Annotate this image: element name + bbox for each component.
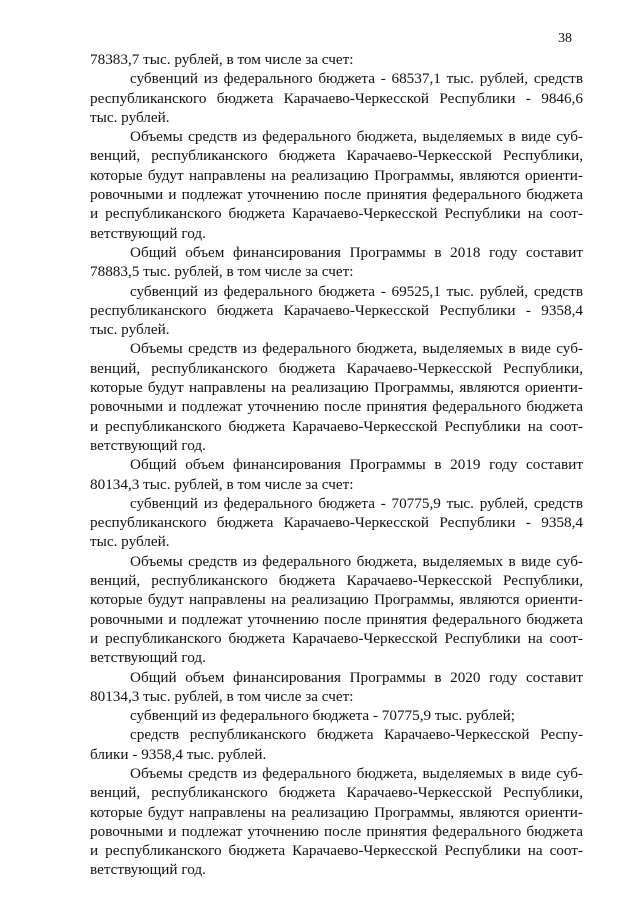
text-line: субвенций из федерального бюджета - 69525,1 тыс. рублей, средств (130, 282, 583, 300)
text-line: 80134,3 тыс. рублей, в том числе за счет: (90, 687, 354, 705)
text-line: ровочными и подлежат уточнению после принятия федерального бюджета (90, 822, 583, 840)
text-line: Общий объем финансирования Программы в 2020 году составит (130, 668, 583, 686)
text-line: венций, республиканского бюджета Карачаево-Черкесской Республики, (90, 572, 583, 590)
text-line: блики - 9358,4 тыс. рублей. (90, 745, 267, 763)
text-line: Общий объем финансирования Программы в 2019 году составит (130, 456, 583, 474)
text-line: 80134,3 тыс. рублей, в том числе за счет: (90, 475, 354, 493)
text-line: субвенций из федерального бюджета - 70775,9 тыс. рублей, средств (130, 494, 583, 512)
text-line: которые будут направлены на реализацию Программы, являются ориенти- (90, 166, 583, 184)
text-line: и республиканского бюджета Карачаево-Черкесской Республики на соот- (90, 842, 583, 860)
text-line: республиканского бюджета Карачаево-Черкесской Республики - 9846,6 (90, 89, 583, 107)
text-line: республиканского бюджета Карачаево-Черкесской Республики - 9358,4 (90, 514, 583, 532)
text-line: венций, республиканского бюджета Карачаево-Черкесской Республики, (90, 359, 583, 377)
text-line: средств республиканского бюджета Карачаево-Черкесской Респу- (130, 726, 583, 744)
document-body (90, 50, 583, 880)
text-line: которые будут направлены на реализацию Программы, являются ориенти- (90, 379, 583, 397)
text-line: субвенций из федерального бюджета - 70775,9 тыс. рублей; (130, 707, 515, 725)
text-line: и республиканского бюджета Карачаево-Черкесской Республики на соот- (90, 417, 583, 435)
text-line: ветствующий год. (90, 436, 206, 454)
text-line: венций, республиканского бюджета Карачаево-Черкесской Республики, (90, 147, 583, 165)
text-line: и республиканского бюджета Карачаево-Черкесской Республики на соот- (90, 629, 583, 647)
text-line: субвенций из федерального бюджета - 68537,1 тыс. рублей, средств (130, 70, 583, 88)
text-line: и республиканского бюджета Карачаево-Черкесской Республики на соот- (90, 205, 583, 223)
text-line: Объемы средств из федерального бюджета, выделяемых в виде суб- (130, 552, 583, 570)
text-line: Объемы средств из федерального бюджета, выделяемых в виде суб- (130, 128, 583, 146)
text-line: ветствующий год. (90, 649, 206, 667)
text-line: Объемы средств из федерального бюджета, выделяемых в виде суб- (130, 764, 583, 782)
text-line: которые будут направлены на реализацию Программы, являются ориенти- (90, 591, 583, 609)
text-line: ветствующий год. (90, 224, 206, 242)
text-line: 78883,5 тыс. рублей, в том числе за счет: (90, 263, 354, 281)
text-line: ровочными и подлежат уточнению после принятия федерального бюджета (90, 398, 583, 416)
text-line: 78383,7 тыс. рублей, в том числе за счет: (90, 51, 354, 68)
text-line: которые будут направлены на реализацию Программы, являются ориенти- (90, 803, 583, 821)
text-line: Общий объем финансирования Программы в 2018 году составит (130, 243, 583, 261)
text-line: республиканского бюджета Карачаево-Черкесской Республики - 9358,4 (90, 301, 583, 319)
text-line: ровочными и подлежат уточнению после принятия федерального бюджета (90, 610, 583, 628)
text-line: тыс. рублей. (90, 108, 170, 126)
text-line: тыс. рублей. (90, 321, 170, 339)
text-line: венций, республиканского бюджета Карачаево-Черкесской Республики, (90, 784, 583, 802)
text-line: тыс. рублей. (90, 533, 170, 551)
text-line: Объемы средств из федерального бюджета, выделяемых в виде суб- (130, 340, 583, 358)
page-number: 38 (558, 31, 572, 46)
text-line: ровочными и подлежат уточнению после принятия федерального бюджета (90, 186, 583, 204)
text-line: ветствующий год. (90, 861, 206, 879)
